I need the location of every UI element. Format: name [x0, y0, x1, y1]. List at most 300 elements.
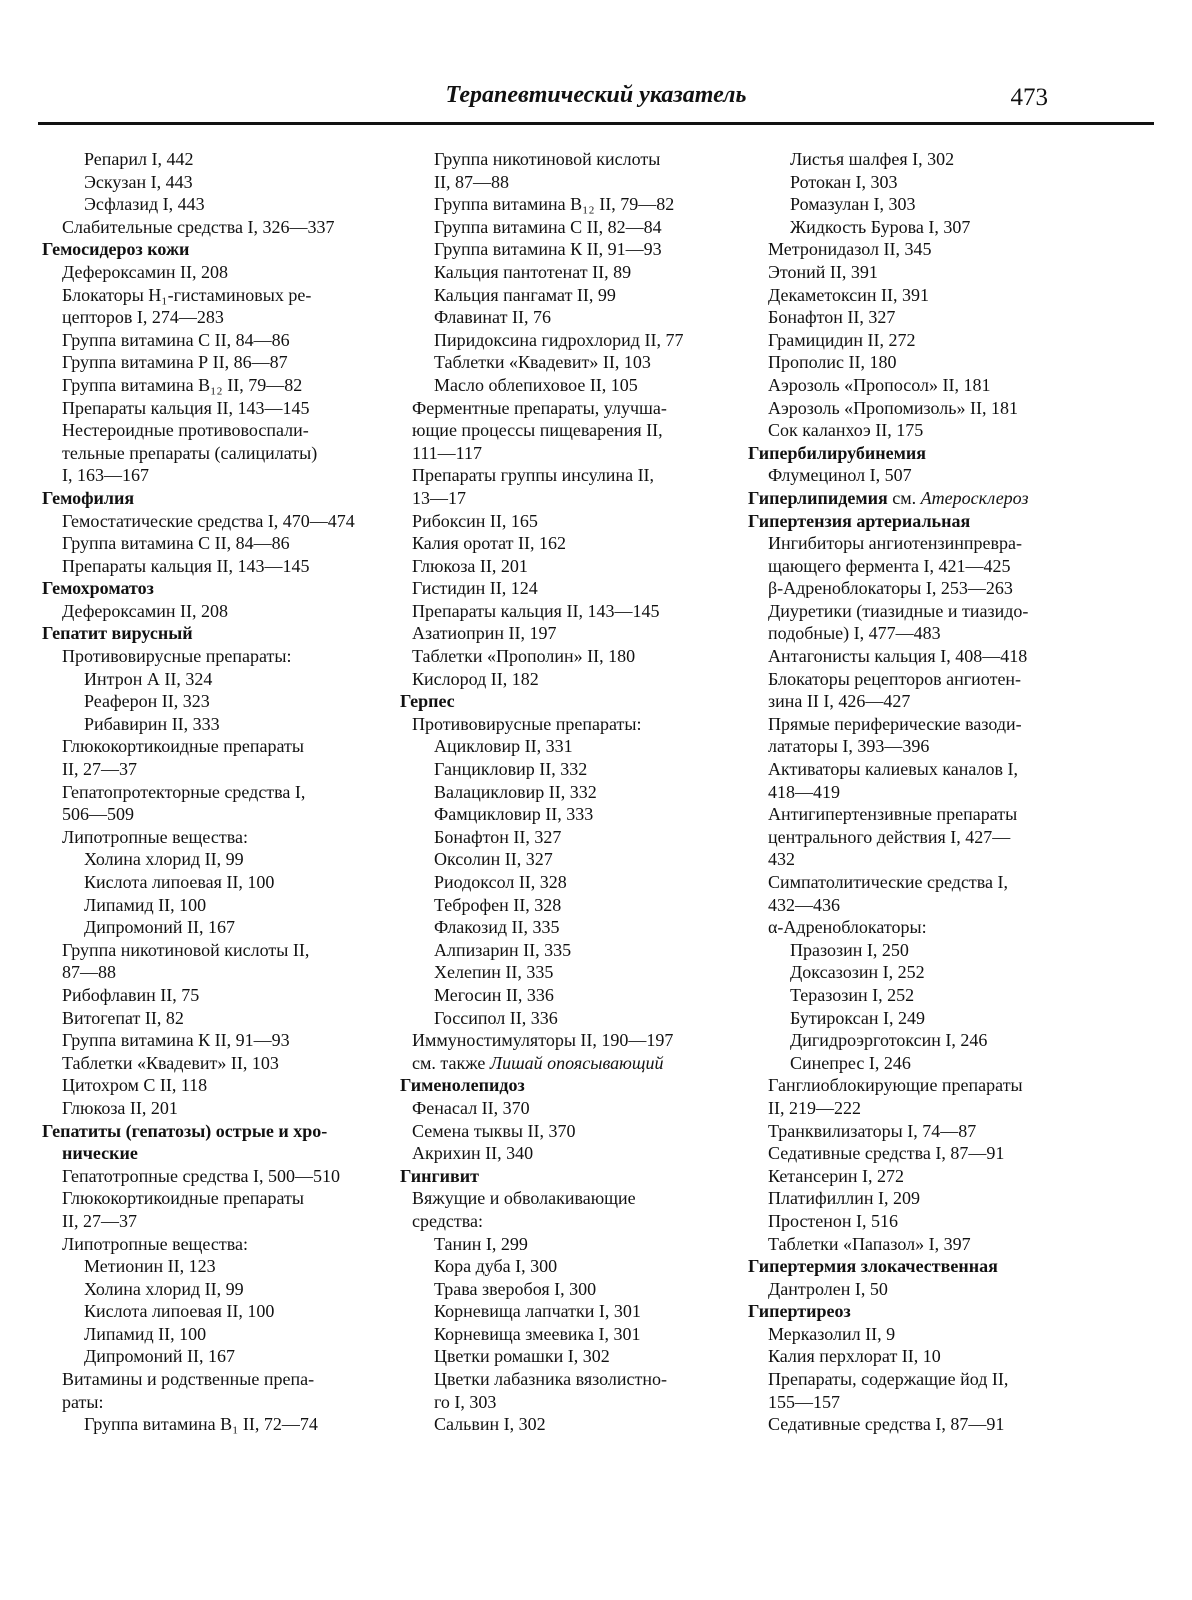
index-entry: [400, 826, 730, 849]
entry-text: Гепатит вирусный: [42, 623, 193, 644]
entry-text: Цветки ромашки I, 302: [434, 1346, 610, 1367]
entry-text: Иммуностимуляторы II, 190—197: [412, 1030, 674, 1051]
index-heading: [400, 1165, 730, 1188]
index-entry: [748, 758, 1078, 781]
index-entry: [42, 419, 372, 442]
index-entry: [400, 193, 730, 216]
index-heading: [42, 1142, 372, 1165]
index-entry: [42, 1097, 372, 1120]
entry-text: Флумецинол I, 507: [768, 465, 912, 486]
index-entry: [400, 939, 730, 962]
index-entry: [42, 1368, 372, 1391]
index-entry: [748, 1345, 1078, 1368]
index-entry: [748, 374, 1078, 397]
page-number: 473: [1010, 84, 1048, 111]
index-heading: [42, 577, 372, 600]
entry-text: Госсипол II, 336: [434, 1007, 558, 1028]
index-entry: [400, 871, 730, 894]
index-entry: [42, 1278, 372, 1301]
index-heading: [748, 442, 1078, 465]
entry-text: нические: [62, 1143, 138, 1164]
index-entry: [42, 713, 372, 736]
index-entry: [42, 1323, 372, 1346]
index-entry: [42, 735, 372, 758]
index-entry: [400, 1278, 730, 1301]
entry-text: Азатиоприн II, 197: [412, 623, 557, 644]
entry-text: Гепатиты (гепатозы) острые и хро-: [42, 1120, 328, 1141]
index-entry: [400, 284, 730, 307]
entry-cross-reference: Атеросклероз: [920, 487, 1029, 508]
entry-text: Прямые периферические вазоди-: [768, 713, 1022, 734]
index-entry: [748, 781, 1078, 804]
index-entry: [400, 1300, 730, 1323]
index-entry: [42, 1165, 372, 1188]
entry-text: Группа витамина К II, 91—93: [62, 1030, 290, 1051]
entry-text: Трава зверобоя I, 300: [434, 1278, 597, 1299]
entry-text: Бутироксан I, 249: [790, 1007, 926, 1028]
entry-text: Гепатотропные средства I, 500—510: [62, 1165, 341, 1186]
entry-text: Фенасал II, 370: [412, 1097, 530, 1118]
index-entry: [42, 193, 372, 216]
entry-text: Группа витамина С II, 84—86: [62, 533, 290, 554]
index-entry: [42, 781, 372, 804]
index-entry: [400, 668, 730, 691]
index-entry: [748, 532, 1078, 555]
index-entry: [400, 306, 730, 329]
entry-text: Группа никотиновой кислоты: [434, 149, 661, 169]
index-entry: [400, 713, 730, 736]
index-entry: [400, 1323, 730, 1346]
entry-text: Листья шалфея I, 302: [790, 149, 955, 169]
index-entry: [42, 351, 372, 374]
entry-text: Семена тыквы II, 370: [412, 1120, 576, 1141]
index-entry: [400, 781, 730, 804]
index-entry: [400, 487, 730, 510]
index-entry: [748, 622, 1078, 645]
entry-text: Дефероксамин II, 208: [62, 600, 228, 621]
entry-text: Эскузан I, 443: [84, 171, 193, 192]
index-entry: [42, 758, 372, 781]
entry-text: Бонафтон II, 327: [768, 307, 896, 328]
entry-text: Антагонисты кальция I, 408—418: [768, 646, 1028, 667]
index-entry: [748, 1278, 1078, 1301]
entry-text: Риодоксол II, 328: [434, 872, 567, 892]
entry-text: Таблетки «Папазол» I, 397: [768, 1233, 971, 1254]
index-entry: [42, 1074, 372, 1097]
index-entry: [42, 1391, 372, 1414]
entry-text: Седативные средства I, 87—91: [768, 1414, 1005, 1435]
entry-text: Кислота липоевая II, 100: [84, 872, 275, 892]
entry-text: Метионин II, 123: [84, 1256, 216, 1277]
entry-text: α-Адреноблокаторы:: [768, 917, 927, 938]
index-entry: [400, 1029, 730, 1052]
entry-text: Липотропные вещества:: [62, 1233, 248, 1254]
entry-text: Аэрозоль «Пропомизоль» II, 181: [768, 397, 1018, 418]
entry-text: Гемосидероз кожи: [42, 239, 190, 260]
entry-text: Ферментные препараты, улучша-: [412, 397, 667, 418]
index-entry: [42, 916, 372, 939]
entry-text: 155—157: [768, 1391, 840, 1412]
entry-text: Эсфлазид I, 443: [84, 194, 205, 215]
entry-text: средства:: [412, 1210, 484, 1231]
index-entry: [42, 306, 372, 329]
index-entry: [400, 848, 730, 871]
entry-text: Ганцикловир II, 332: [434, 759, 588, 780]
index-entry: [748, 1097, 1078, 1120]
index-entry: [400, 1255, 730, 1278]
index-entry: [42, 848, 372, 871]
index-entry: [42, 645, 372, 668]
index-entry: [748, 1074, 1078, 1097]
entry-text: Группа витамина К II, 91—93: [434, 239, 662, 260]
entry-text: Сок каланхоэ II, 175: [768, 420, 924, 441]
entry-text: цепторов I, 274—283: [62, 307, 224, 328]
entry-text: Гипертермия злокачественная: [748, 1256, 998, 1277]
index-entry: [400, 961, 730, 984]
index-entry: [748, 1210, 1078, 1233]
entry-text: раты:: [62, 1391, 104, 1412]
entry-text: Ганглиоблокирующие препараты: [768, 1075, 1023, 1096]
index-entry: [748, 1323, 1078, 1346]
entry-text: Ротокан I, 303: [790, 171, 898, 192]
entry-text: Мерказолил II, 9: [768, 1323, 896, 1344]
index-entry: [748, 577, 1078, 600]
entry-text: Симпатолитические средства I,: [768, 872, 1009, 892]
entry-text: Препараты группы инсулина II,: [412, 465, 655, 486]
entry-text: Празозин I, 250: [790, 939, 909, 960]
index-entry: [748, 1368, 1078, 1391]
index-entry: [42, 961, 372, 984]
entry-text: Вяжущие и обволакивающие: [412, 1188, 636, 1209]
entry-text: Пиридоксина гидрохлорид II, 77: [434, 329, 684, 350]
entry-text: Мегосин II, 336: [434, 984, 554, 1005]
entry-text: II, 27—37: [62, 759, 137, 780]
entry-text: Гемофилия: [42, 487, 135, 508]
index-column-2: [400, 148, 730, 1436]
entry-text: Корневища змеевика I, 301: [434, 1323, 641, 1344]
index-entry: [400, 577, 730, 600]
index-entry: [42, 464, 372, 487]
entry-text: Гипербилирубинемия: [748, 442, 926, 463]
index-heading: [42, 622, 372, 645]
entry-text: 13—17: [412, 487, 466, 508]
index-heading: [400, 1074, 730, 1097]
entry-text: Декаметоксин II, 391: [768, 284, 929, 305]
entry-text: Таблетки «Квадевит» II, 103: [434, 352, 651, 373]
index-entry: [748, 1391, 1078, 1414]
entry-text: лататоры I, 393—396: [768, 736, 930, 757]
entry-text: Кальция пантотенат II, 89: [434, 261, 632, 282]
entry-text: Противовирусные препараты:: [62, 646, 292, 667]
index-entry: [400, 419, 730, 442]
index-entry: [748, 555, 1078, 578]
index-entry: [400, 1345, 730, 1368]
entry-text: Теброфен II, 328: [434, 894, 562, 915]
entry-text: Доксазозин I, 252: [790, 962, 925, 983]
entry-text: Глюкоза II, 201: [62, 1097, 178, 1118]
index-entry: [42, 329, 372, 352]
index-entry: [42, 1187, 372, 1210]
entry-text: Гингивит: [400, 1165, 479, 1186]
index-entry: [42, 803, 372, 826]
index-entry: [400, 622, 730, 645]
index-entry: [748, 329, 1078, 352]
entry-text: Витамины и родственные препа-: [62, 1369, 315, 1390]
entry-text: Группа витамина Р II, 86—87: [62, 352, 288, 373]
entry-text: II, 27—37: [62, 1210, 137, 1231]
entry-text: Гиперлипидемия: [748, 487, 888, 508]
entry-text: II, 219—222: [768, 1097, 861, 1118]
entry-text: Холина хлорид II, 99: [84, 849, 244, 870]
index-entry: [748, 171, 1078, 194]
index-entry: [748, 916, 1078, 939]
entry-text: Седативные средства I, 87—91: [768, 1143, 1005, 1164]
entry-text: Кислота липоевая II, 100: [84, 1301, 275, 1322]
index-entry: [748, 735, 1078, 758]
index-heading: [748, 487, 1078, 510]
entry-text: Витогепат II, 82: [62, 1007, 184, 1028]
index-entry: [400, 1120, 730, 1143]
index-entry: [400, 261, 730, 284]
index-entry: [42, 668, 372, 691]
entry-text: Противовирусные препараты:: [412, 713, 642, 734]
entry-text: Дефероксамин II, 208: [62, 261, 228, 282]
index-heading: [748, 1300, 1078, 1323]
index-heading: [400, 690, 730, 713]
entry-text: Препараты кальция II, 143—145: [62, 555, 310, 576]
index-entry: [400, 735, 730, 758]
index-entry: [748, 261, 1078, 284]
entry-text: Липамид II, 100: [84, 1323, 207, 1344]
entry-text: Танин I, 299: [434, 1233, 528, 1254]
entry-text: Препараты кальция II, 143—145: [412, 600, 660, 621]
index-entry: [400, 464, 730, 487]
index-entry: [748, 1120, 1078, 1143]
index-entry: [400, 238, 730, 261]
index-entry: [400, 351, 730, 374]
entry-text: Группа витамина С II, 84—86: [62, 329, 290, 350]
index-entry: [748, 690, 1078, 713]
entry-text: Таблетки «Квадевит» II, 103: [62, 1052, 279, 1073]
index-entry: [748, 1052, 1078, 1075]
entry-text: Препараты кальция II, 143—145: [62, 397, 310, 418]
entry-text: ющие процессы пищеварения II,: [412, 420, 663, 441]
entry-text: Транквилизаторы I, 74—87: [768, 1120, 977, 1141]
entry-text: Гистидин II, 124: [412, 578, 538, 599]
index-entry: [42, 1345, 372, 1368]
entry-text: 432—436: [768, 894, 840, 915]
entry-text: Масло облепиховое II, 105: [434, 374, 638, 395]
index-entry: [400, 1413, 730, 1436]
index-entry: [400, 1007, 730, 1030]
index-entry: [400, 555, 730, 578]
entry-text: Флавинат II, 76: [434, 307, 551, 328]
index-entry: [42, 1255, 372, 1278]
index-entry: [748, 284, 1078, 307]
entry-text: Интрон А II, 324: [84, 668, 213, 689]
entry-text: Нестероидные противовоспали-: [62, 420, 309, 441]
entry-text: Группа витамина B₁₂ II, 79—82: [62, 374, 303, 395]
index-entry: [400, 216, 730, 239]
index-entry: [400, 374, 730, 397]
entry-text: Ацикловир II, 331: [434, 736, 573, 757]
index-entry: [748, 713, 1078, 736]
entry-text: Реаферон II, 323: [84, 691, 210, 712]
entry-text: Липотропные вещества:: [62, 826, 248, 847]
entry-text: Холина хлорид II, 99: [84, 1278, 244, 1299]
index-column-3: [748, 148, 1078, 1436]
entry-text: Группа витамина B₁ II, 72—74: [84, 1414, 318, 1435]
index-entry: [42, 1210, 372, 1233]
index-entry: [748, 1142, 1078, 1165]
index-entry: [42, 284, 372, 307]
index-entry: [400, 442, 730, 465]
entry-text: Калия оротат II, 162: [412, 533, 567, 554]
index-entry: [400, 916, 730, 939]
index-entry: [748, 148, 1078, 171]
entry-text: Кислород II, 182: [412, 668, 539, 689]
index-entry: [400, 1187, 730, 1210]
index-entry: [400, 984, 730, 1007]
index-entry: [42, 1029, 372, 1052]
entry-text: Дигидроэрготоксин I, 246: [790, 1030, 988, 1051]
entry-text: подобные) I, 477—483: [768, 623, 941, 644]
index-entry: [400, 894, 730, 917]
index-entry: [748, 1165, 1078, 1188]
index-entry: [748, 984, 1078, 1007]
running-header-title: Терапевтический указатель: [445, 82, 747, 108]
entry-text: Синепрес I, 246: [790, 1052, 911, 1073]
entry-text: Гемохроматоз: [42, 578, 154, 599]
entry-text: Валацикловир II, 332: [434, 781, 597, 802]
entry-text: 432: [768, 849, 795, 870]
index-entry: [748, 600, 1078, 623]
index-entry: [42, 148, 372, 171]
entry-text: Группа никотиновой кислоты II,: [62, 939, 310, 960]
entry-text: Оксолин II, 327: [434, 849, 553, 870]
entry-text: Рибофлавин II, 75: [62, 984, 200, 1005]
index-entry: [748, 464, 1078, 487]
index-entry: [748, 1233, 1078, 1256]
entry-text: 111—117: [412, 442, 482, 463]
index-entry: [748, 1413, 1078, 1436]
entry-text: Флакозид II, 335: [434, 917, 560, 938]
entry-text: Ромазулан I, 303: [790, 194, 916, 215]
index-entry: [42, 1052, 372, 1075]
index-entry: [400, 532, 730, 555]
entry-text: Гепатопротекторные средства I,: [62, 781, 306, 802]
entry-text: β-Адреноблокаторы I, 253—263: [768, 578, 1013, 599]
entry-text: Хелепин II, 335: [434, 962, 554, 983]
entry-text: Группа витамина С II, 82—84: [434, 216, 662, 237]
index-heading: [42, 238, 372, 261]
index-entry: [748, 961, 1078, 984]
entry-text: Дантролен I, 50: [768, 1278, 888, 1299]
index-entry: [42, 939, 372, 962]
index-entry: [400, 171, 730, 194]
index-entry: [400, 397, 730, 420]
entry-text: Цитохром С II, 118: [62, 1075, 208, 1096]
entry-text: Калия перхлорат II, 10: [768, 1346, 941, 1367]
entry-text: Этоний II, 391: [768, 261, 878, 282]
index-entry: [748, 1029, 1078, 1052]
entry-text: Гемостатические средства I, 470—474: [62, 510, 355, 531]
entry-text: Метронидазол II, 345: [768, 239, 932, 260]
entry-text: Цветки лабазника вязолистно-: [434, 1369, 667, 1390]
entry-text: Корневища лапчатки I, 301: [434, 1301, 641, 1322]
entry-text: Алпизарин II, 335: [434, 939, 572, 960]
entry-text: Аэрозоль «Пропосол» II, 181: [768, 374, 991, 395]
index-entry: [748, 894, 1078, 917]
index-entry: [42, 216, 372, 239]
entry-text: Таблетки «Прополин» II, 180: [412, 646, 636, 667]
index-entry: [400, 803, 730, 826]
index-entry: [42, 442, 372, 465]
entry-text: Простенон I, 516: [768, 1210, 899, 1231]
index-entry: [748, 397, 1078, 420]
index-entry: [42, 984, 372, 1007]
index-entry: [42, 871, 372, 894]
entry-text: центрального действия I, 427—: [768, 826, 1011, 847]
index-entry: [400, 645, 730, 668]
entry-text: 506—509: [62, 804, 134, 825]
index-entry: [400, 1368, 730, 1391]
entry-text: Сальвин I, 302: [434, 1414, 546, 1435]
index-entry: [748, 351, 1078, 374]
entry-text: 87—88: [62, 962, 116, 983]
entry-text: Акрихин II, 340: [412, 1143, 534, 1164]
index-entry: [400, 1097, 730, 1120]
entry-text: Прополис II, 180: [768, 352, 897, 373]
entry-text: Гипертиреоз: [748, 1301, 851, 1322]
entry-text: I, 163—167: [62, 465, 149, 486]
index-entry: [748, 645, 1078, 668]
entry-text: Фамцикловир II, 333: [434, 804, 594, 825]
index-entry: [42, 1300, 372, 1323]
entry-text: Дипромоний II, 167: [84, 1346, 235, 1367]
entry-see-also: см.: [887, 487, 921, 508]
index-entry: [748, 1007, 1078, 1030]
entry-text: II, 87—88: [434, 171, 509, 192]
entry-text: Герпес: [400, 691, 455, 712]
entry-text: Блокаторы H₁-гистаминовых ре-: [62, 284, 312, 305]
index-entry: [42, 826, 372, 849]
entry-text: Активаторы калиевых каналов I,: [768, 759, 1019, 780]
index-entry: [42, 1007, 372, 1030]
entry-text: щающего фермента I, 421—425: [768, 555, 1011, 576]
index-entry: [748, 238, 1078, 261]
index-entry: [42, 532, 372, 555]
index-entry: [42, 1413, 372, 1436]
index-entry: [42, 397, 372, 420]
entry-text: Препараты, содержащие йод II,: [768, 1369, 1009, 1390]
index-entry: [400, 148, 730, 171]
index-entry: [748, 668, 1078, 691]
index-heading: [748, 510, 1078, 533]
entry-text: Гименолепидоз: [400, 1075, 525, 1096]
entry-text: 418—419: [768, 781, 840, 802]
entry-text: Бонафтон II, 327: [434, 826, 562, 847]
index-entry: [400, 1233, 730, 1256]
index-entry: [400, 1210, 730, 1233]
entry-text: Кора дуба I, 300: [434, 1256, 558, 1277]
entry-text: см. также: [412, 1052, 490, 1073]
entry-text: Диуретики (тиазидные и тиазидо-: [768, 600, 1029, 621]
entry-text: тельные препараты (салицилаты): [62, 442, 318, 463]
index-entry: [42, 894, 372, 917]
index-entry: [42, 555, 372, 578]
index-heading: [748, 1255, 1078, 1278]
